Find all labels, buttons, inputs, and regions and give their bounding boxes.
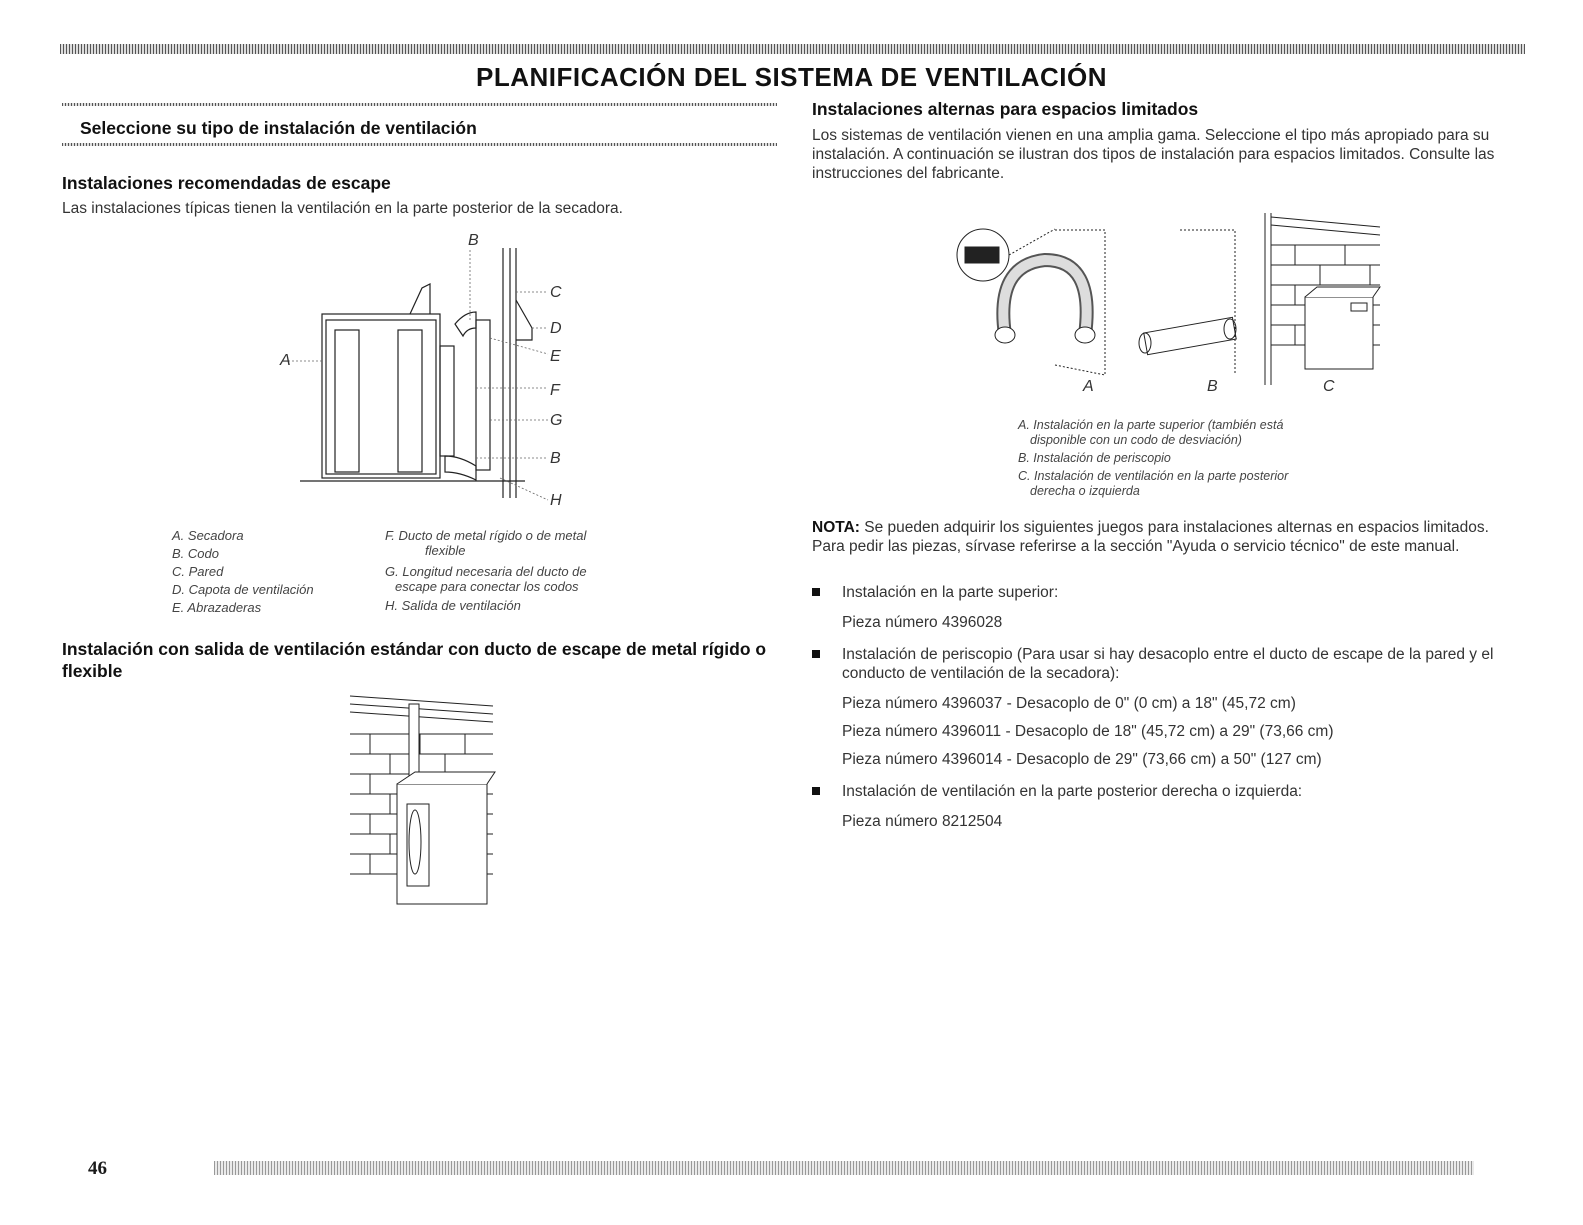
note-label: NOTA:	[812, 519, 860, 536]
figure-label-c: C	[1323, 378, 1335, 395]
legend-item: A. Secadora	[172, 528, 244, 543]
brick-wall-dryer-svg	[345, 692, 495, 912]
note-paragraph	[812, 518, 1517, 556]
list-item	[812, 583, 1524, 632]
legend-item: C. Pared	[172, 564, 224, 579]
diagram1-label-g: G	[550, 412, 563, 429]
diagram-rear-venting	[260, 228, 600, 518]
legend-item: B. Codo	[172, 546, 219, 561]
caption-line: disponible con un codo de desviación)	[1030, 433, 1242, 447]
top-rule	[60, 44, 1525, 54]
page-title: PLANIFICACIÓN DEL SISTEMA DE VENTILACIÓN	[475, 62, 1108, 92]
legend-item: G. Longitud necesaria del ducto de	[385, 564, 587, 579]
diagram1-label-e: E	[550, 348, 561, 365]
legend-column-2	[385, 528, 587, 613]
diagram1-label-f: F	[550, 382, 560, 399]
page-number: 46	[88, 1158, 107, 1179]
alt-heading: Instalaciones alternas para espacios limitados	[812, 99, 1199, 119]
list-item-text: Instalación de ventilación en la parte posterior derecha o izquierda:	[842, 783, 1303, 800]
bullet-icon	[812, 588, 820, 596]
legend-item: F. Ducto de metal rígido o de metal	[385, 528, 587, 543]
part-number: Pieza número 4396028	[842, 614, 1003, 631]
legend-item: D. Capota de ventilación	[172, 582, 314, 597]
diagram1-label-d: D	[550, 320, 562, 337]
diagram1-label-h: H	[550, 492, 562, 509]
list-item	[812, 782, 1524, 831]
figure-label-b: B	[1207, 378, 1218, 395]
legend-item: flexible	[425, 543, 466, 558]
list-item-text: Instalación de periscopio (Para usar si hay desacoplo entre el ducto de escape de la pared y el conducto de ventilación de la secadora):	[842, 646, 1494, 682]
legend-item: E. Abrazaderas	[172, 600, 262, 615]
list-item	[812, 645, 1524, 769]
alt-text: Los sistemas de ventilación vienen en una amplia gama. Seleccione el tipo más apropiado para su instalación. A continuación se ilustran dos tipos de instalación para espacios limitados. Consulte las instrucciones del fabricante.	[812, 127, 1495, 182]
bottom-rule	[214, 1161, 1474, 1175]
caption-line: A. Instalación en la parte superior (también está	[1018, 418, 1284, 432]
legend-column-1	[172, 528, 314, 615]
diagram1-label-b-bottom: B	[550, 450, 561, 467]
part-number: Pieza número 8212504	[842, 813, 1003, 830]
section-heading: Seleccione su tipo de instalación de ventilación	[80, 118, 477, 138]
alternate-installs-svg	[955, 205, 1385, 400]
figure-label-a: A	[1083, 378, 1094, 395]
legend-item: H. Salida de ventilación	[385, 598, 521, 613]
standard-heading: Instalación con salida de ventilación estándar con ducto de escape de metal rígido o flexible	[62, 639, 767, 681]
kits-list	[812, 583, 1524, 831]
bullet-icon	[812, 787, 820, 795]
diagram1-label-b-top: B	[468, 232, 479, 249]
dryer-diagram-svg	[260, 228, 600, 518]
part-number: Pieza número 4396011 - Desacoplo de 18" (45,72 cm) a 29" (73,66 cm)	[842, 723, 1334, 740]
diagram-alternate-installs	[955, 205, 1385, 400]
diagram1-label-a: A	[280, 352, 291, 369]
legend-item: escape para conectar los codos	[395, 579, 579, 594]
diagram1-label-c: C	[550, 284, 562, 301]
part-number: Pieza número 4396037 - Desacoplo de 0" (0 cm) a 18" (45,72 cm)	[842, 695, 1296, 712]
figure-captions	[1018, 418, 1288, 499]
section-rule-top	[62, 103, 777, 106]
part-number: Pieza número 4396014 - Desacoplo de 29" (73,66 cm) a 50" (127 cm)	[842, 751, 1322, 768]
section-rule-bottom	[62, 143, 777, 146]
note-text: Se pueden adquirir los siguientes juegos para instalaciones alternas en espacios limitados. Para pedir las piezas, sírvase referirse a la sección "Ayuda o servicio técnico" de este manual.	[812, 519, 1489, 555]
caption-line: derecha o izquierda	[1030, 484, 1140, 498]
recommended-heading: Instalaciones recomendadas de escape	[62, 173, 391, 193]
recommended-text: Las instalaciones típicas tienen la ventilación en la parte posterior de la secadora.	[62, 200, 623, 217]
diagram-standard-vent	[345, 692, 495, 912]
caption-line: B. Instalación de periscopio	[1018, 451, 1171, 465]
bullet-icon	[812, 650, 820, 658]
caption-line: C. Instalación de ventilación en la parte posterior	[1018, 469, 1289, 483]
list-item-text: Instalación en la parte superior:	[842, 584, 1059, 601]
